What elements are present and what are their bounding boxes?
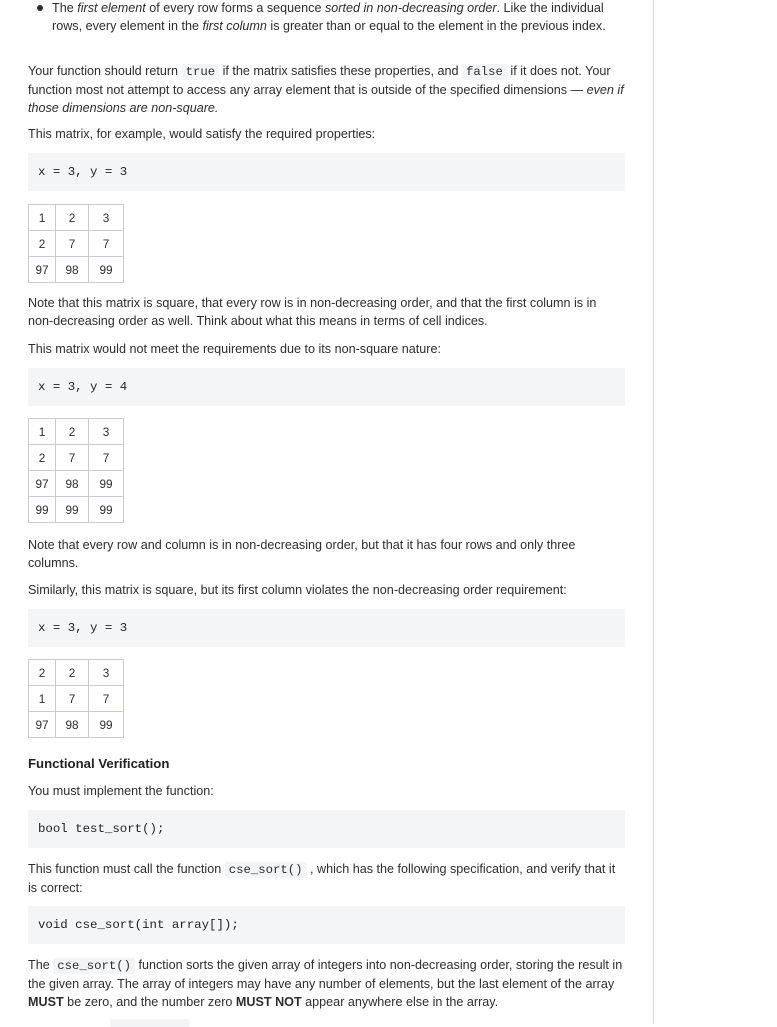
matrix-cell: 97: [29, 257, 56, 283]
example3-dims-code: x = 3, y = 3: [28, 609, 625, 647]
cut-off-code-chip: [110, 1019, 190, 1027]
matrix-cell: 1: [29, 419, 56, 445]
matrix-cell: 2: [56, 660, 89, 686]
matrix-cell: 7: [89, 231, 124, 257]
matrix-cell: 99: [89, 257, 124, 283]
matrix-cell: 2: [29, 445, 56, 471]
example2-matrix: [28, 418, 124, 523]
table-row: [29, 686, 124, 712]
matrix-cell: 7: [56, 231, 89, 257]
code-true: true: [182, 64, 220, 80]
matrix-cell: 7: [56, 686, 89, 712]
matrix-cell: 98: [56, 712, 89, 738]
test-sort-signature: bool test_sort();: [28, 810, 625, 848]
table-row: [29, 257, 124, 283]
return-paragraph: Your function should return true if the matrix satisfies these properties, and false if it does not. Your function most not attempt to access any array element that is outside of the specified dimensions — even if those dimensions are non-square.: [28, 64, 624, 115]
table-row: [29, 660, 124, 686]
table-row: [29, 419, 124, 445]
code-cse-sort: cse_sort(): [225, 862, 307, 878]
bullet-icon: [37, 5, 43, 11]
matrix-cell: 99: [56, 497, 89, 523]
matrix-cell: 3: [89, 660, 124, 686]
code-false: false: [462, 64, 507, 80]
matrix-cell: 98: [56, 471, 89, 497]
example3-intro: Similarly, this matrix is square, but its first column violates the non-decreasing order requirement:: [28, 583, 567, 597]
cse-sort-description: The cse_sort() function sorts the given array of integers into non-decreasing order, storing the result in the given array. The array of integers may have any number of elements, but the last element of the array MUST be zero, and the number zero MUST NOT appear anywhere else in the array.: [28, 958, 623, 1009]
matrix-cell: 97: [29, 471, 56, 497]
matrix-cell: 1: [29, 205, 56, 231]
example1-note: Note that this matrix is square, that every row is in non-decreasing order, and that the first column is in non-decreasing order as well. Think about what this means in terms of cell indices.: [28, 296, 597, 328]
matrix-cell: 99: [89, 712, 124, 738]
bullet-text: The first element of every row forms a sequence sorted in non-decreasing order. Like the individual rows, every element in the first column is greater than or equal to the element in the previous index.: [52, 1, 606, 33]
table-row: [29, 445, 124, 471]
code-cse-sort: cse_sort(): [53, 958, 135, 974]
table-row: [29, 205, 124, 231]
table-row: [29, 712, 124, 738]
matrix-cell: 98: [56, 257, 89, 283]
list-item: [52, 0, 612, 35]
table-row: [29, 471, 124, 497]
matrix-cell: 99: [29, 497, 56, 523]
example2-intro: This matrix would not meet the requirements due to its non-square nature:: [28, 342, 442, 356]
example3-matrix: [28, 659, 124, 738]
matrix-cell: 99: [89, 497, 124, 523]
example2-note: Note that every row and column is in non-decreasing order, but that it has four rows and only three columns.: [28, 538, 576, 570]
example1-intro: This matrix, for example, would satisfy the required properties:: [28, 127, 376, 141]
matrix-cell: 2: [29, 660, 56, 686]
matrix-cell: 2: [56, 419, 89, 445]
matrix-cell: 2: [56, 205, 89, 231]
matrix-cell: 1: [29, 686, 56, 712]
matrix-cell: 3: [89, 419, 124, 445]
call-paragraph: This function must call the function cse_sort() , which has the following specification, and verify that it is correct:: [28, 862, 616, 895]
example1-matrix: [28, 204, 124, 283]
table-row: [29, 231, 124, 257]
matrix-cell: 7: [56, 445, 89, 471]
example2-dims-code: x = 3, y = 4: [28, 368, 625, 406]
matrix-cell: 2: [29, 231, 56, 257]
matrix-cell: 3: [89, 205, 124, 231]
matrix-cell: 7: [89, 445, 124, 471]
matrix-cell: 99: [89, 471, 124, 497]
section-heading: Functional Verification: [28, 756, 170, 771]
cse-sort-signature: void cse_sort(int array[]);: [28, 906, 625, 944]
table-row: [29, 497, 124, 523]
example1-dims-code: x = 3, y = 3: [28, 153, 625, 191]
matrix-cell: 7: [89, 686, 124, 712]
matrix-cell: 97: [29, 712, 56, 738]
functional-intro: You must implement the function:: [28, 784, 214, 798]
